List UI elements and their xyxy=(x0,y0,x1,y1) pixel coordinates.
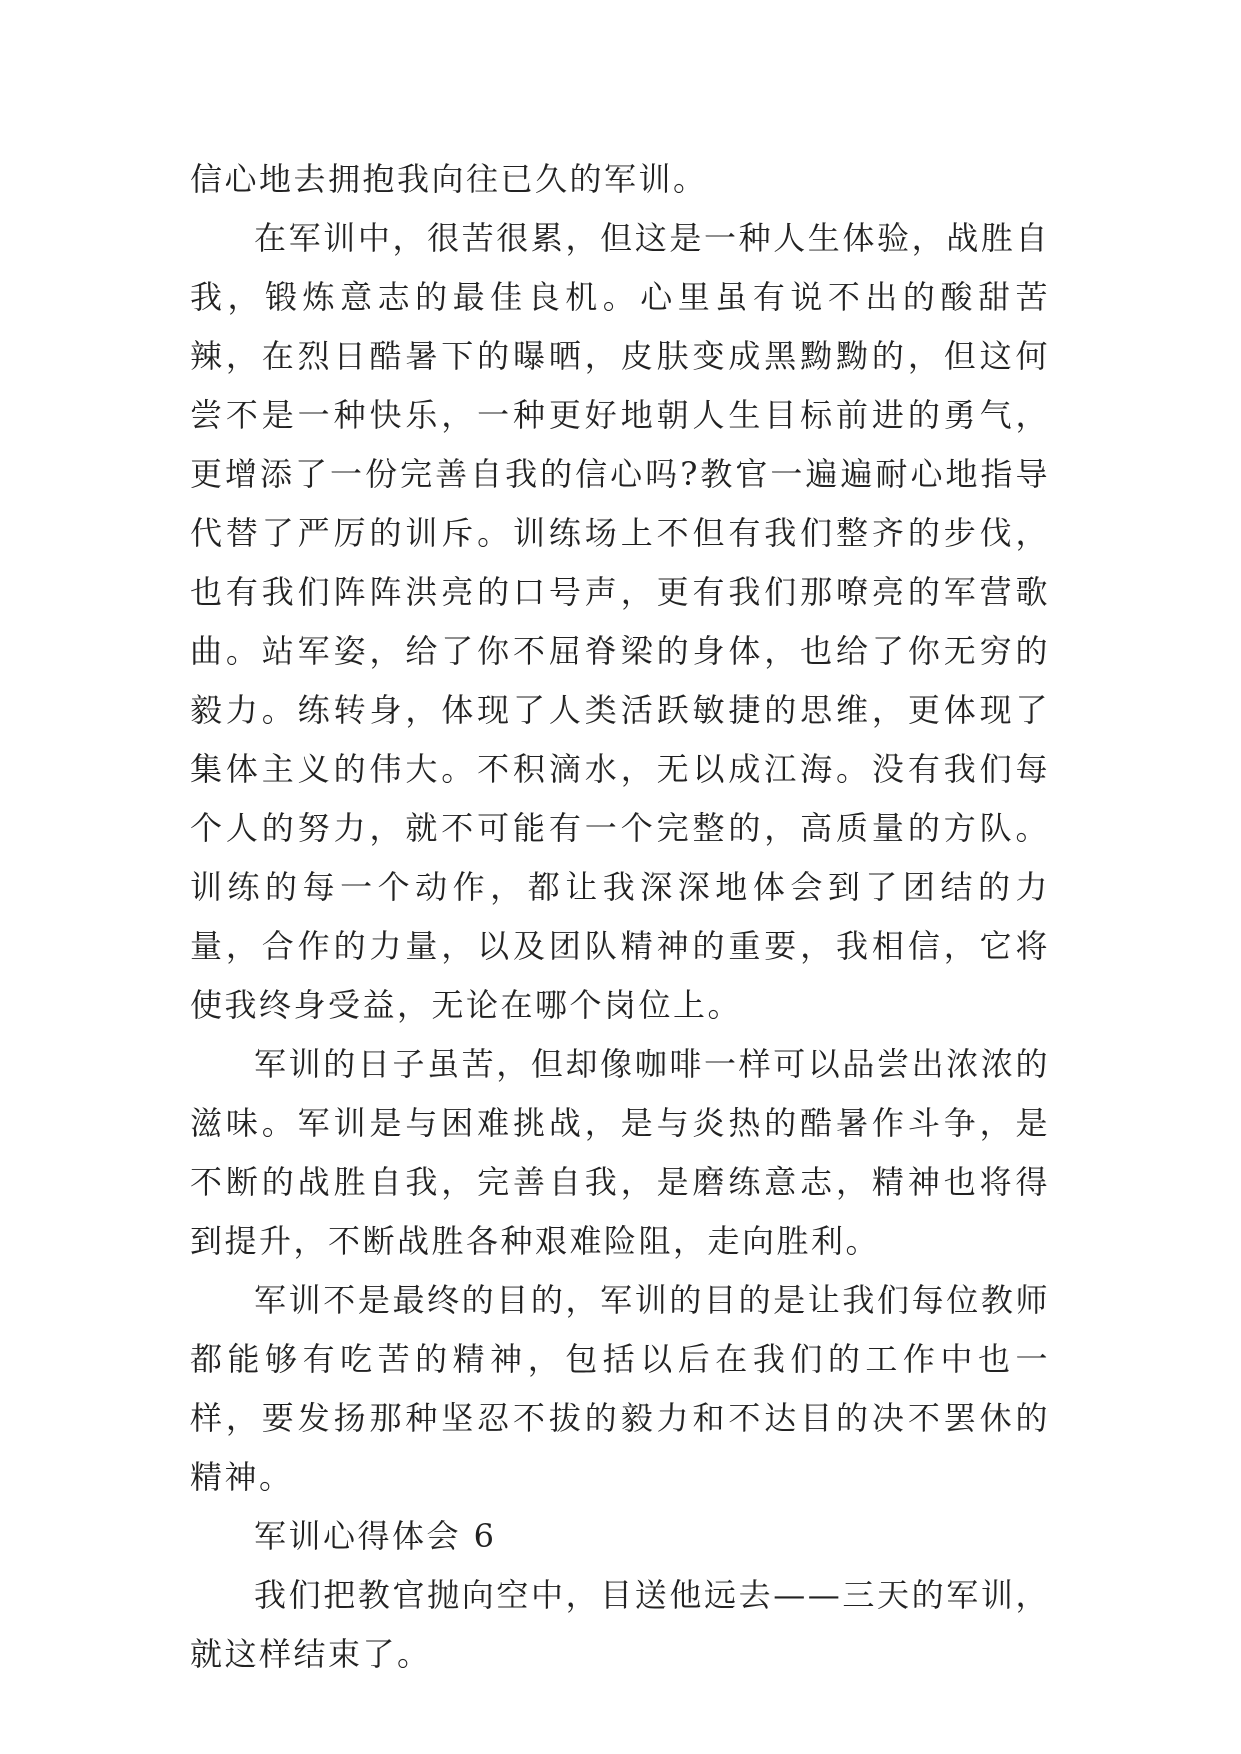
section-heading: 军训心得体会 6 xyxy=(254,1517,497,1555)
paragraph-ending: 我们把教官抛向空中，目送他远去——三天的军训，就这样结束了。 xyxy=(190,1576,1050,1673)
document-body xyxy=(190,150,1050,1684)
paragraph-bitter-days: 军训的日子虽苦，但却像咖啡一样可以品尝出浓浓的滋味。军训是与困难挑战，是与炎热的酷暑作斗争，是不断的战胜自我，完善自我，是磨练意志，精神也将得到提升，不断战胜各种艰难险阻，走向胜利。 xyxy=(190,1045,1050,1260)
paragraph-training-experience: 在军训中，很苦很累，但这是一种人生体验，战胜自我，锻炼意志的最佳良机。心里虽有说不出的酸甜苦辣，在烈日酷暑下的曝晒，皮肤变成黑黝黝的，但这何尝不是一种快乐，一种更好地朝人生目标前进的勇气，更增添了一份完善自我的信心吗?教官一遍遍耐心地指导代替了严厉的训斥。训练场上不但有我们整齐的步伐，也有我们阵阵洪亮的口号声，更有我们那嘹亮的军营歌曲。站军姿，给了你不屈脊梁的身体，也给了你无穷的毅力。练转身，体现了人类活跃敏捷的思维，更体现了集体主义的伟大。不积滴水，无以成江海。没有我们每个人的努力，就不可能有一个完整的，高质量的方队。训练的每一个动作，都让我深深地体会到了团结的力量，合作的力量，以及团队精神的重要，我相信，它将使我终身受益，无论在哪个岗位上。 xyxy=(190,219,1050,1024)
paragraph-training-purpose: 军训不是最终的目的，军训的目的是让我们每位教师都能够有吃苦的精神，包括以后在我们的工作中也一样，要发扬那种坚忍不拔的毅力和不达目的决不罢休的精神。 xyxy=(190,1281,1050,1496)
paragraph-continuation: 信心地去拥抱我向往已久的军训。 xyxy=(190,160,708,198)
